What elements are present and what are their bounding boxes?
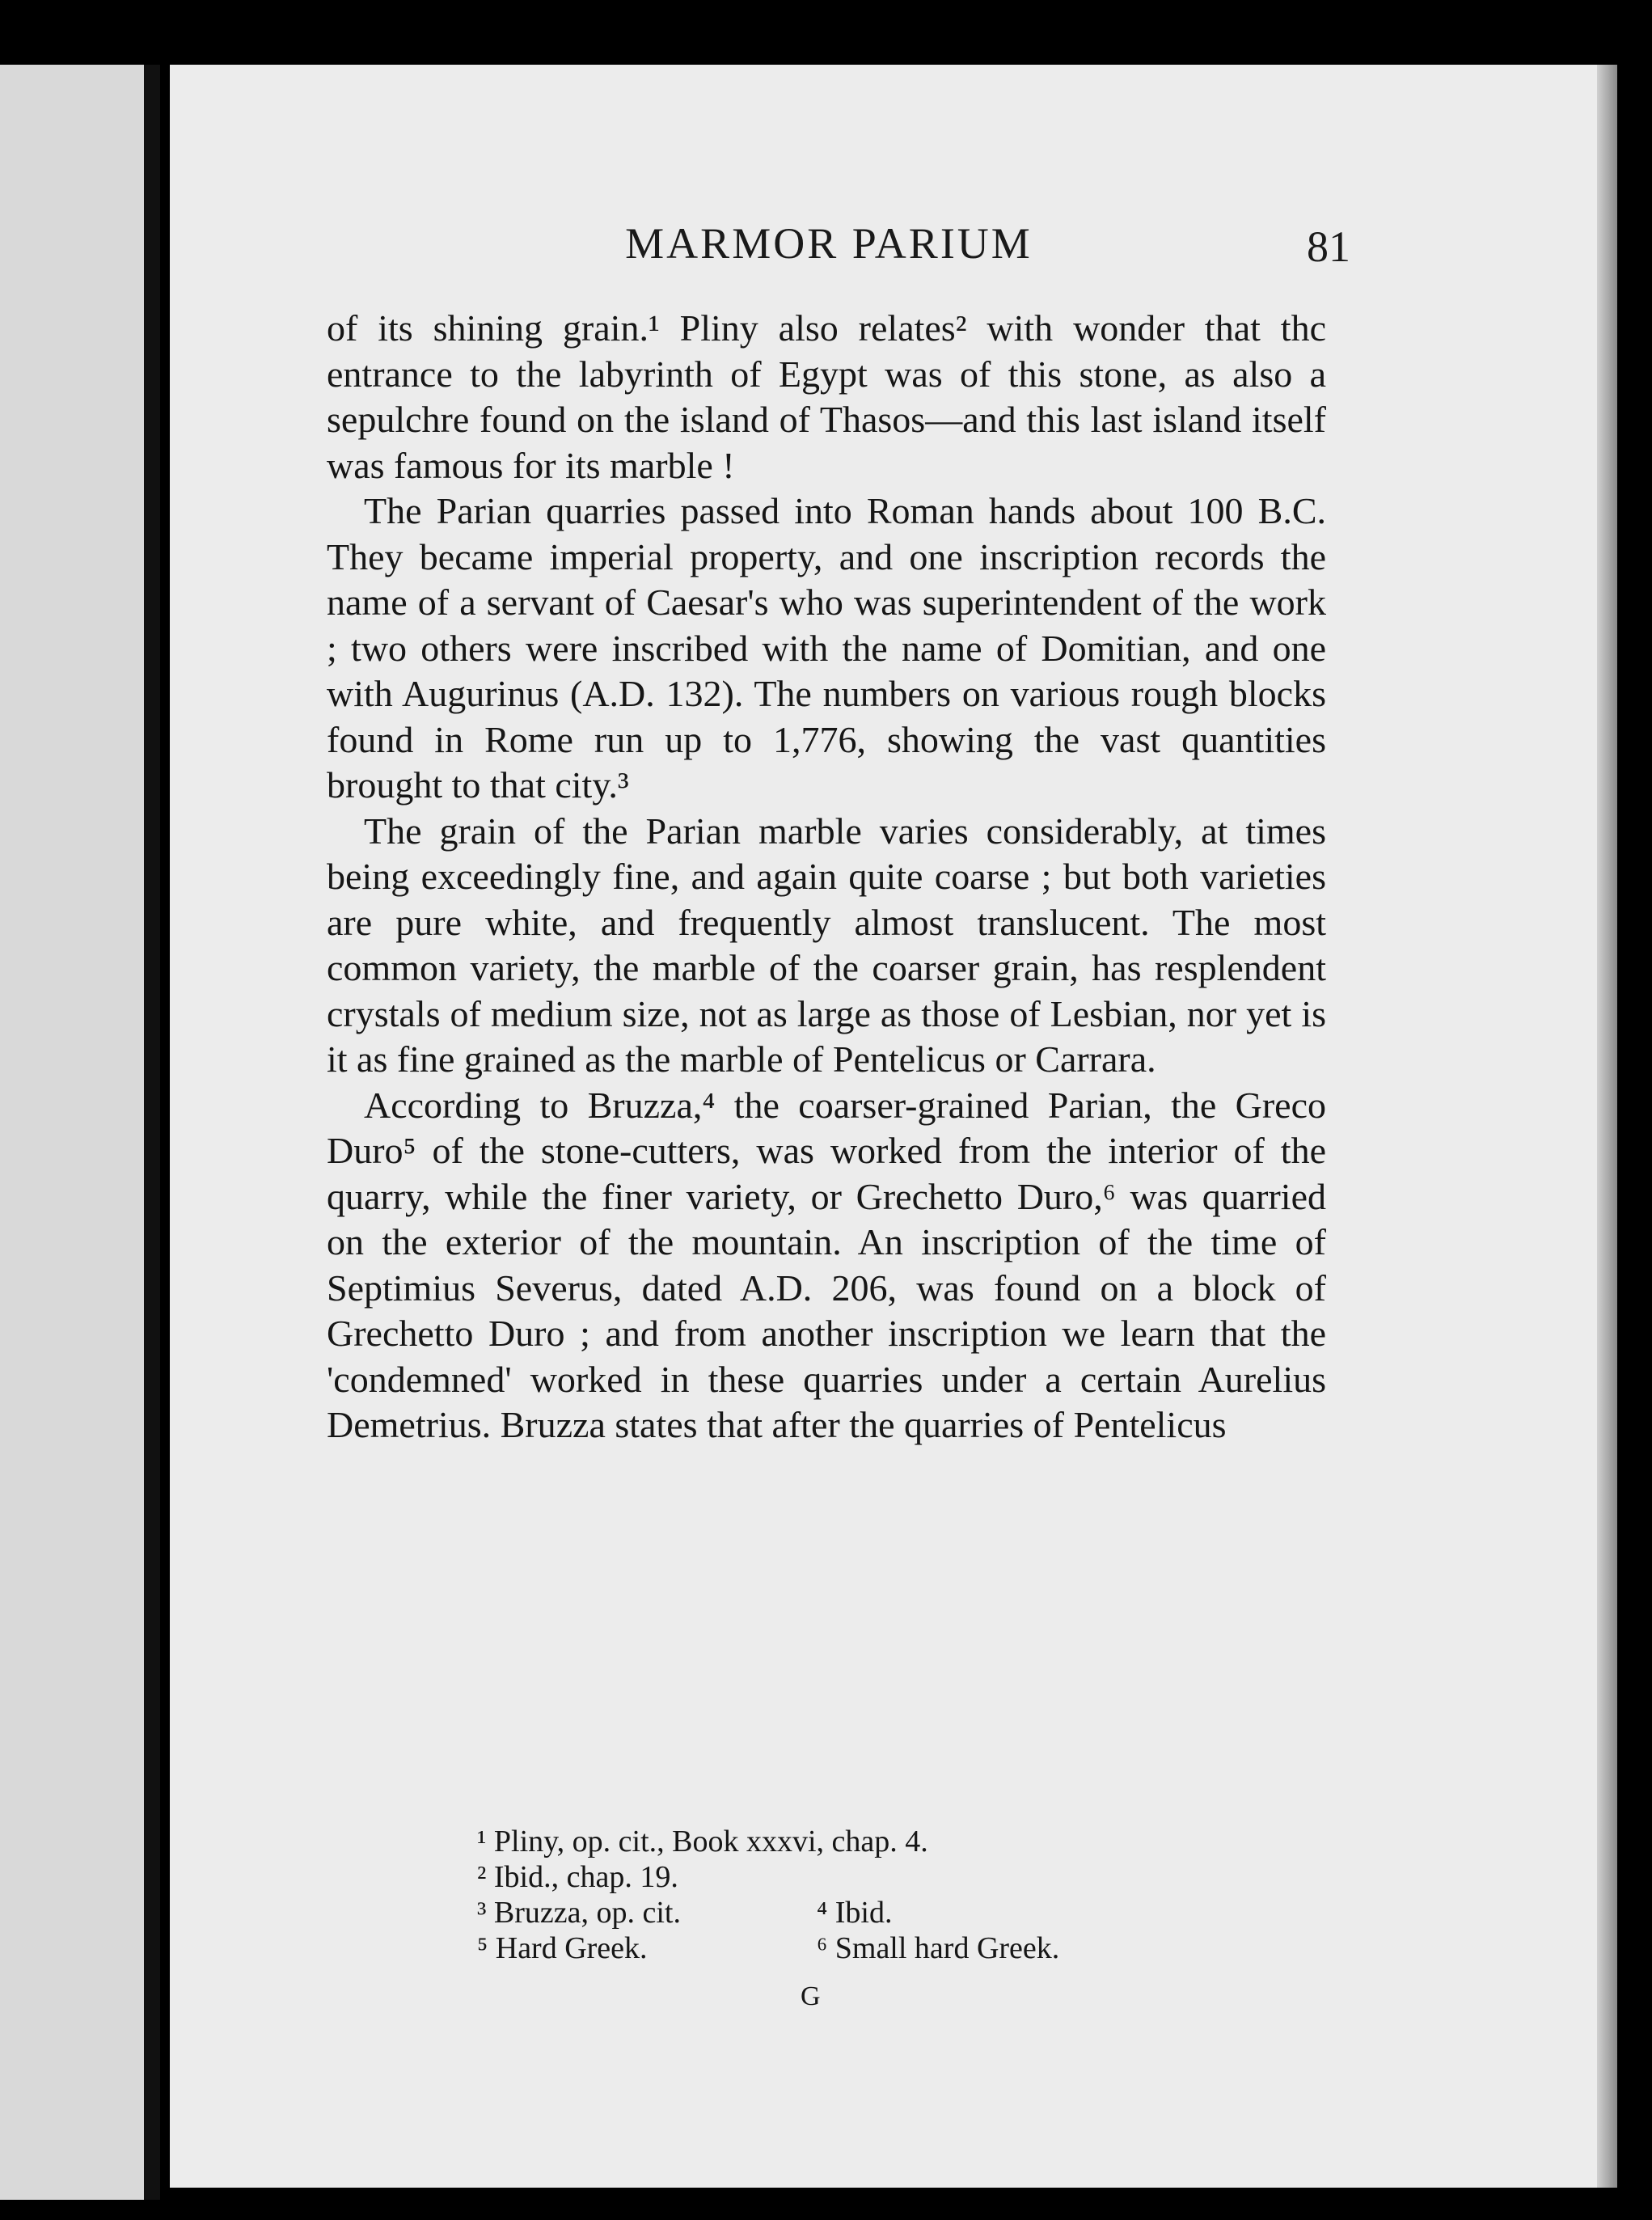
facing-page-edge (0, 65, 158, 2200)
paragraph: According to Bruzza,⁴ the coarser-grained Parian, the Greco Duro⁵ of the stone-cutters, was worked from the interior of the quarry, while the finer variety, or Grechetto Duro,⁶ was quarried on the exterior of the mountain. An inscription of the time of Septimius Severus, dated A.D. 206, was found on a block of Grechetto Duro ; and from another inscription we learn that the 'condemned' worked in these quarries under a certain Aurelius Demetrius. Bruzza states that after the quarries of Pentelicus (327, 1084, 1326, 1445)
footnote: ⁵ Hard Greek. (477, 1931, 648, 1965)
footnotes (477, 1824, 1205, 1966)
footnote: ³ Bruzza, op. cit. (477, 1896, 681, 1930)
footnote: ⁴ Ibid. (817, 1896, 893, 1930)
paragraph: The Parian quarries passed into Roman hands about 100 B.C. They became imperial property, and one inscription records the name of a servant of Caesar's who was superintendent of the work ; two others were inscribed with the name of Domitian, and one with Augurinus (A.D. 132). The numbers on various rough blocks found in Rome run up to 1,776, showing the vast quantities brought to that city.³ (327, 490, 1326, 806)
body-text (327, 306, 1326, 1448)
paragraph: The grain of the Parian marble varies considerably, at times being exceedingly fine, and again quite coarse ; but both varieties are pure white, and frequently almost translucent. The most common variety, the marble of the coarser grain, has resplendent crystals of medium size, not as large as those of Lesbian, nor yet is it as fine grained as the marble of Pentelicus or Carrara. (327, 810, 1326, 1080)
footnote: ² Ibid., chap. 19. (477, 1860, 678, 1894)
footnote-row (477, 1930, 1205, 1966)
signature-mark: G (801, 1981, 821, 2011)
paragraph: of its shining grain.¹ Pliny also relates² with wonder that thc entrance to the labyrinth of Egypt was of this stone, as also a sepulchre found on the island of Thasos—and this last island itself was famous for its marble ! (327, 307, 1326, 486)
page-header (307, 218, 1350, 283)
footnote: ⁶ Small hard Greek. (817, 1931, 1060, 1965)
page-fore-edge (1597, 65, 1617, 2188)
footnote: ¹ Pliny, op. cit., Book xxxvi, chap. 4. (477, 1825, 928, 1858)
binding-gutter (144, 65, 160, 2200)
footnote-row (477, 1895, 1205, 1930)
running-head: MARMOR PARIUM (625, 219, 1033, 268)
page-number: 81 (1307, 222, 1350, 271)
